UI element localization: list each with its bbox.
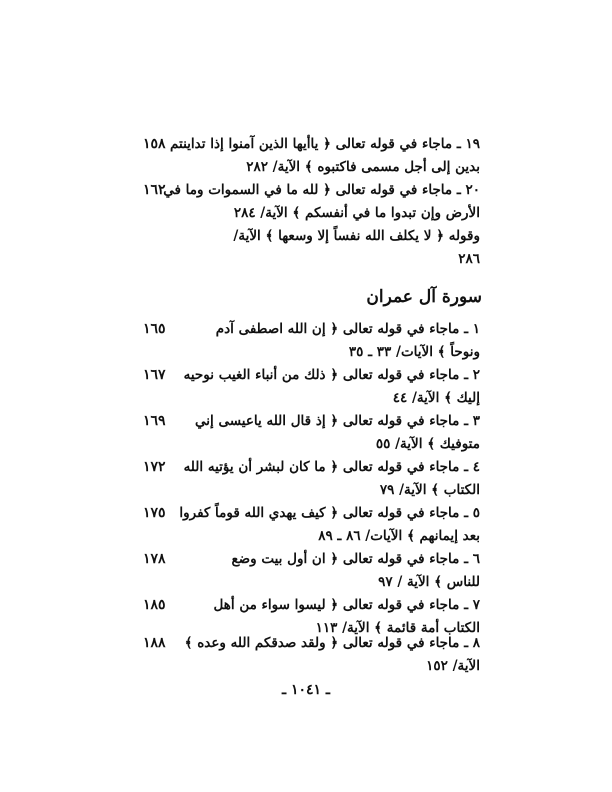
- entry-text: [168, 502, 480, 548]
- entry-line: ٥ ـ ماجاء في قوله تعالى ﴿ كيف يهدي الله قوماً كفروا: [179, 505, 480, 521]
- entry-page-number: ١٦٩: [143, 413, 166, 429]
- entry-line: الكتاب أمة قائمة ﴾ الآية/ ١١٣: [315, 620, 480, 636]
- entry-line: الآية/ ١٥٢: [426, 658, 480, 674]
- entry-text: [168, 548, 480, 594]
- entry-line: ٣ ـ ماجاء في قوله تعالى ﴿ إذ قال الله ياعيسى إني: [195, 413, 480, 429]
- entry-page-number: ١٦٧: [143, 367, 166, 383]
- entry-line: وقوله ﴿ لا يكلف الله نفساً إلا وسعها ﴾ الآية/: [233, 228, 480, 244]
- entry-line: متوفيك ﴾ الآية/ ٥٥: [375, 436, 480, 452]
- entry-line: الكتاب ﴾ الآية/ ٧٩: [379, 482, 480, 498]
- entry-line: للناس ﴾ الآية / ٩٧: [378, 574, 480, 590]
- entry-line: ١٩ ـ ماجاء في قوله تعالى ﴿ ياأيها الذين آمنوا إذا تداينتم: [170, 136, 480, 152]
- entry-page-number: ١٧٨: [143, 551, 166, 567]
- entry-page-number: ١٦٥: [143, 321, 166, 337]
- entry-line: ٤ ـ ماجاء في قوله تعالى ﴿ ما كان لبشر أن يؤتيه الله: [183, 459, 480, 475]
- entry-text: [168, 133, 480, 179]
- entry-line: إليك ﴾ الآية/ ٤٤: [392, 390, 480, 406]
- entry-line: ٨ ـ ماجاء في قوله تعالى ﴿ ولقد صدقكم الله وعده ﴾: [184, 635, 480, 651]
- entry-line: ١ ـ ماجاء في قوله تعالى ﴿ إن الله اصطفى آدم: [215, 321, 480, 337]
- entry-text: [168, 318, 480, 364]
- entry-text: [168, 632, 480, 678]
- entry-page-number: ١٨٥: [143, 597, 166, 613]
- entry-line: ونوحاً ﴾ الآيات/ ٣٣ ـ ٣٥: [348, 344, 480, 360]
- section-title: سورة آل عمران: [366, 287, 482, 307]
- entry-text: [163, 179, 480, 271]
- entry-line: ٢ ـ ماجاء في قوله تعالى ﴿ ذلك من أنباء الغيب نوحيه: [183, 367, 480, 383]
- entry-line: الأرض وإن تبدوا ما في أنفسكم ﴾ الآية/ ٢٨٤: [233, 205, 480, 221]
- entry-line: بدين إلى أجل مسمى فاكتبوه ﴾ الآية/ ٢٨٢: [246, 159, 480, 175]
- entry-line: بعد إيمانهم ﴾ الآيات/ ٨٦ ـ ٨٩: [318, 528, 480, 544]
- entry-line: ٢٠ ـ ماجاء في قوله تعالى ﴿ لله ما في السموات وما في: [163, 182, 480, 198]
- entry-line: ٧ ـ ماجاء في قوله تعالى ﴿ ليسوا سواء من أهل: [213, 597, 480, 613]
- entry-line: ٢٨٦: [458, 251, 480, 267]
- entry-page-number: ١٧٥: [143, 505, 166, 521]
- entry-text: [168, 410, 480, 456]
- entry-line: ٦ ـ ماجاء في قوله تعالى ﴿ ان أول بيت وضع: [231, 551, 480, 567]
- entry-page-number: ١٨٨: [143, 635, 166, 651]
- page-number-footer: ـ ١٠٤١ ـ: [281, 682, 331, 698]
- entry-page-number: ١٥٨: [143, 136, 166, 152]
- entry-page-number: ١٧٢: [143, 459, 166, 475]
- entry-text: [168, 456, 480, 502]
- entry-text: [168, 364, 480, 410]
- entry-page-number: ١٦٢: [143, 182, 166, 198]
